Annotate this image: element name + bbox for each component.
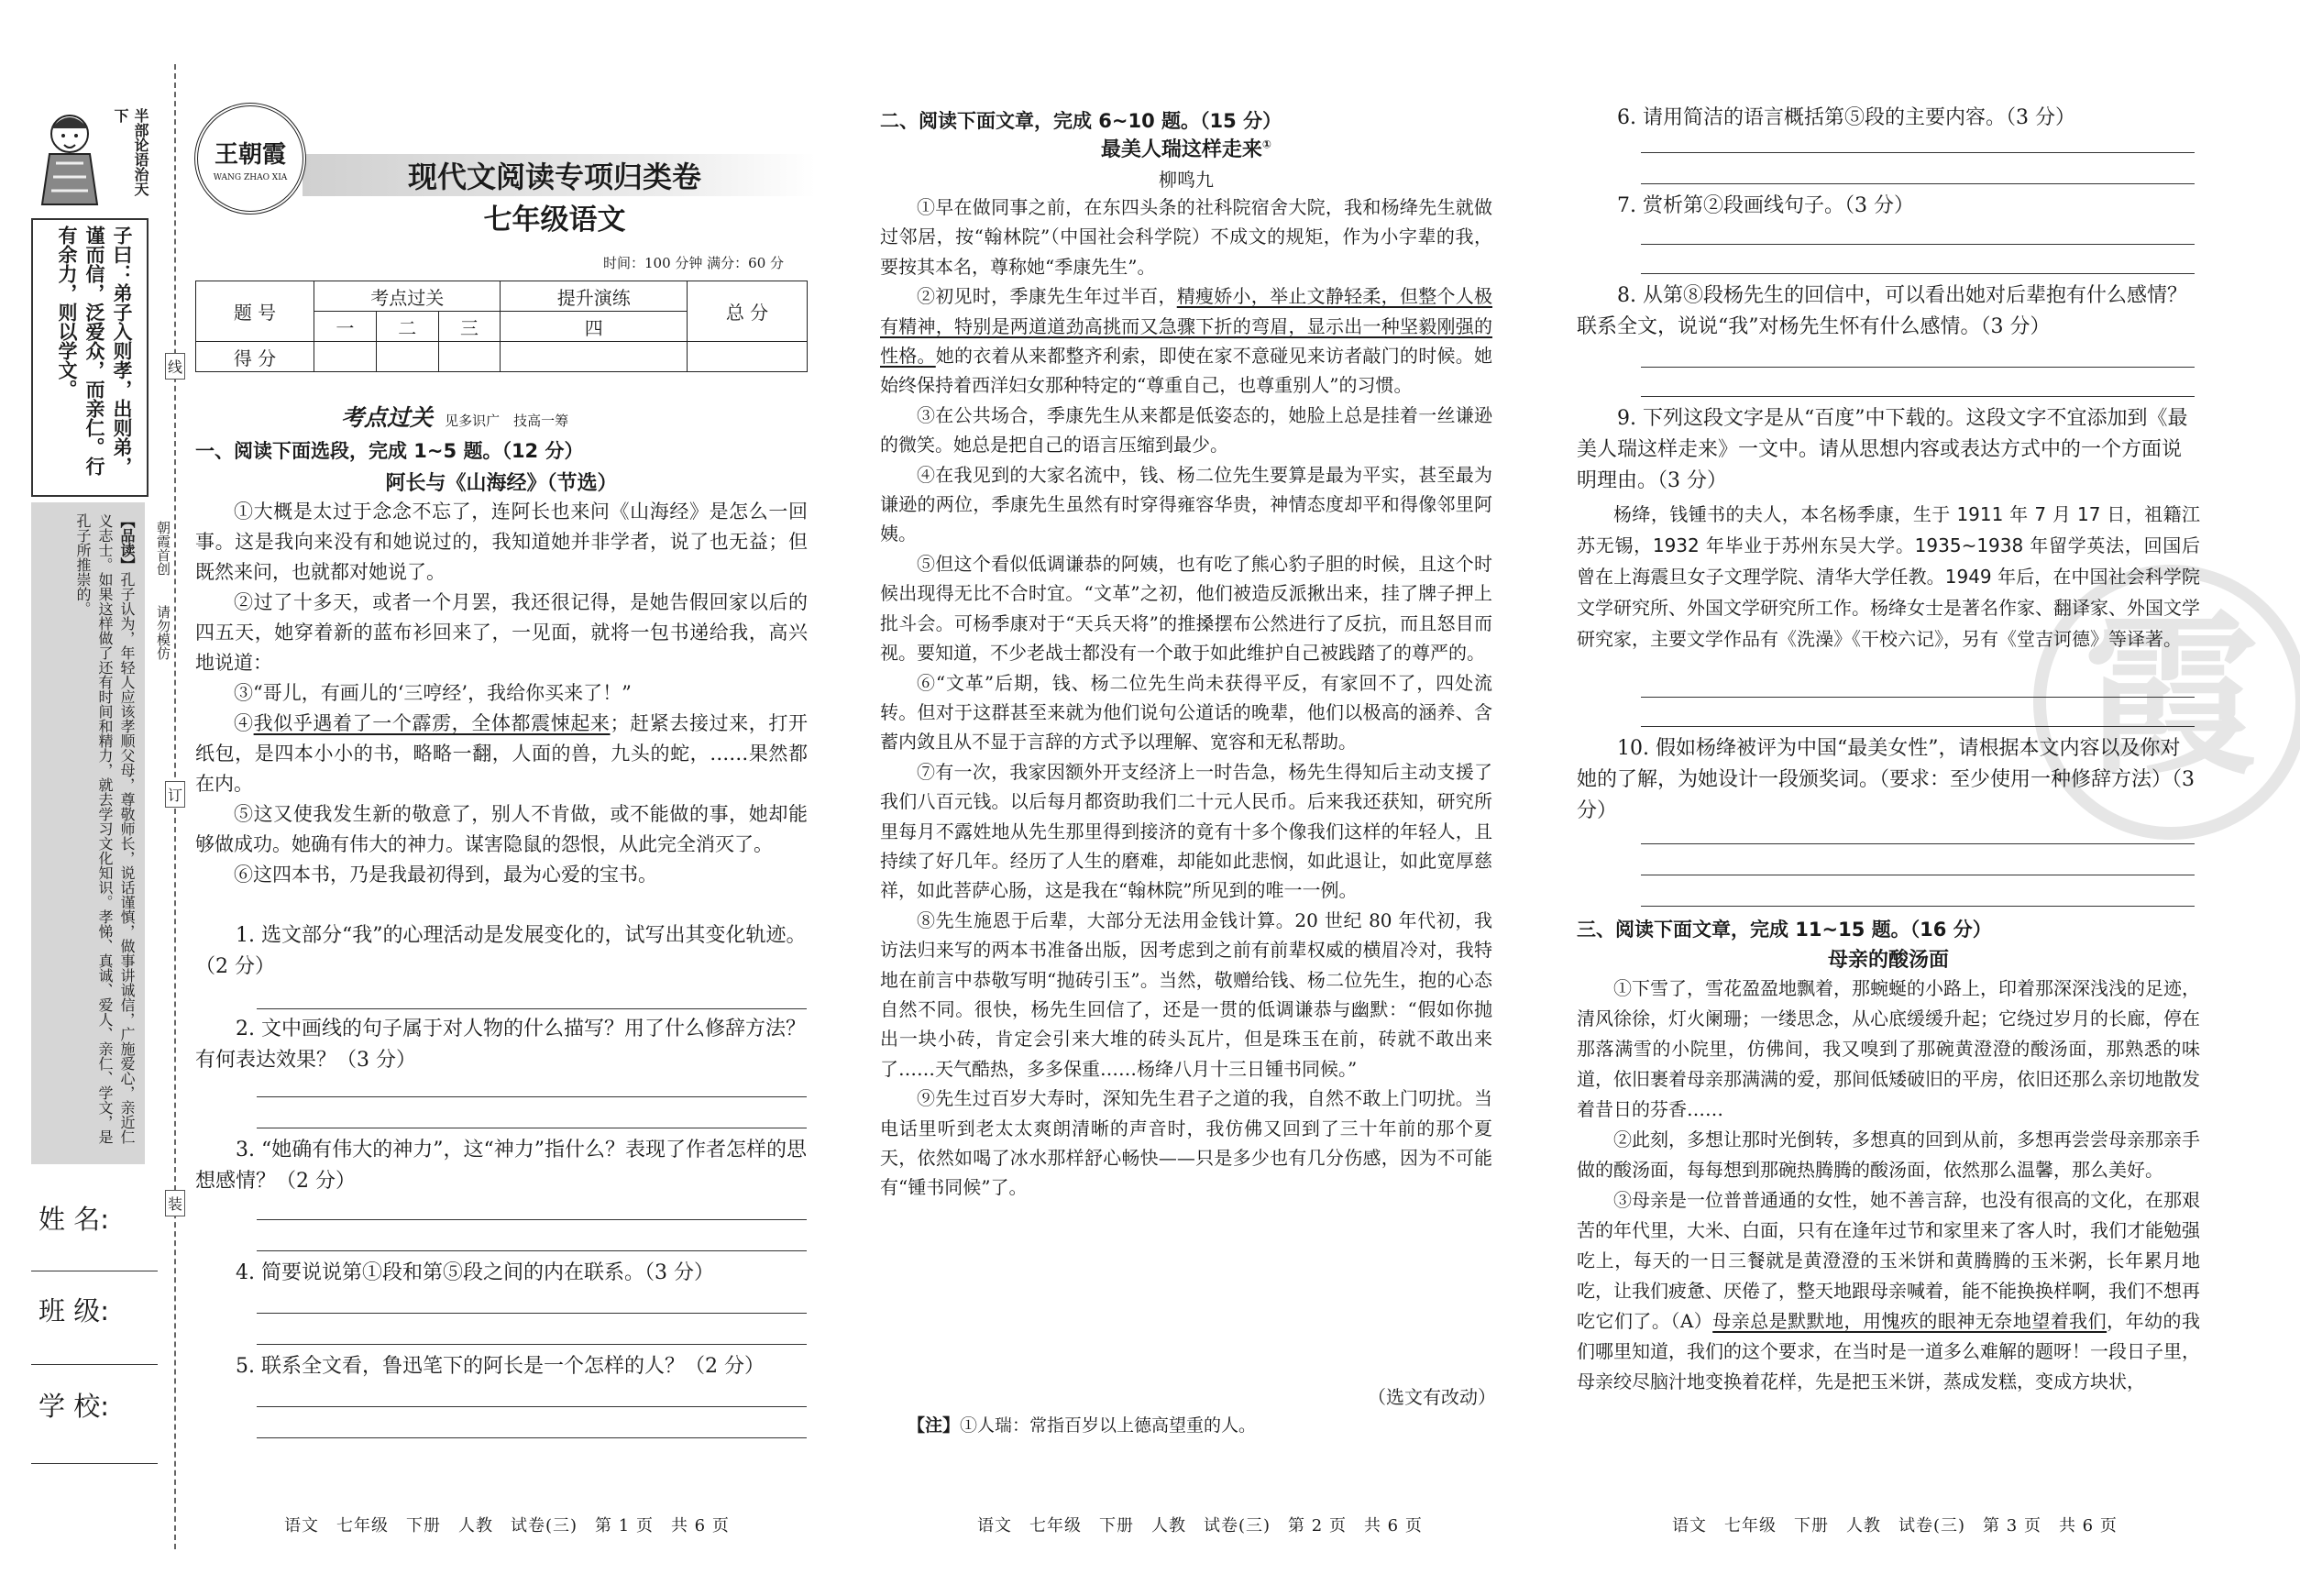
score-cell-total[interactable] — [688, 342, 808, 372]
pindu-label: 【品读】 — [118, 513, 136, 572]
seal-no-copy: 请勿模仿 — [155, 605, 171, 660]
banner-subtitle: 见多识广 技高一筹 — [445, 413, 569, 429]
passage-1 — [195, 497, 808, 890]
score-table — [195, 281, 808, 372]
score-col-2: 二 — [376, 312, 438, 342]
exam-subtitle: 七年级语文 — [483, 204, 626, 237]
score-cell-3[interactable] — [438, 342, 501, 372]
name-label: 姓 名: — [39, 1204, 109, 1235]
answer-line-5a[interactable] — [257, 1406, 807, 1407]
question-3: 3. “她确有伟大的神力”，这“神力”指什么？表现了作者怎样的思想感情？（2 分） — [195, 1139, 807, 1193]
class-label: 班 级: — [39, 1295, 109, 1326]
passage-2 — [880, 193, 1492, 1203]
p2-para-3: ③在公共场合，季康先生从来都是低姿态的，她脸上总是挂着一丝谦逊的微笑。她总是把自己的语言压缩到最少。 — [880, 403, 1492, 457]
passage-3 — [1577, 974, 2200, 1397]
passage-2-title-note: ① — [1261, 138, 1272, 151]
question-1: 1. 选文部分“我”的心理活动是发展变化的，试写出其变化轨迹。（2 分） — [195, 924, 807, 978]
answer-line-5b[interactable] — [257, 1437, 807, 1438]
p2-para-7: ⑦有一次，我家因额外开支经济上一时告急，杨先生得知后主动支援了我们八百元钱。以后每月都资助我们二十元人民币。后来我还获知，研究所里每月不露姓地从先生那里得到接济的竟有十多个像我们这样的年轻人，且持续了好几年。经历了人生的磨难，却能如此悲悯，如此退让，如此宽厚慈祥，如此菩萨心肠，这是我在“翰林院”所见到的唯一一例。 — [880, 760, 1492, 902]
analects-quote: 子曰：弟子入则孝，出则弟，谨而信，泛爱众，而亲仁。行有余力，则以学文。 — [56, 226, 133, 476]
section-3-heading: 三、阅读下面文章，完成 11~15 题。（16 分） — [1577, 919, 1992, 941]
question-4: 4. 简要说说第①段和第⑤段之间的内在联系。（3 分） — [236, 1261, 714, 1284]
question-6: 6. 请用简洁的语言概括第⑤段的主要内容。（3 分） — [1617, 106, 2075, 129]
logo-subtext: WANG ZHAO XIA — [213, 173, 288, 182]
p3-para-3-rest: ，年幼的我们哪里知道，我们的这个要求，在当时是一道多么难解的题呀！一段日子里，母亲绞尽脑汁地变换着花样，先是把玉米饼，蒸成发糕，变成方块状， — [1577, 1310, 2201, 1392]
answer-line-10c[interactable] — [1641, 906, 2195, 907]
score-row-label: 得 分 — [196, 342, 314, 372]
logo — [194, 103, 306, 215]
confucius-illustration — [33, 108, 106, 209]
watermark-char: 霞 — [2083, 594, 2258, 798]
answer-line-1[interactable] — [257, 1008, 807, 1009]
class-field[interactable] — [31, 1364, 158, 1365]
footer-page-2: 语文 七年级 下册 人教 试卷(三) 第 2 页 共 6 页 — [977, 1516, 1423, 1535]
score-cell-2[interactable] — [376, 342, 438, 372]
score-col-4: 四 — [501, 312, 688, 342]
p2-underlined-sentence: 精瘦娇小，举止文静轻柔，但整个人极有精神，特别是两道道劲高挑而又急骤下折的弯眉，显示出一种坚毅刚强的性格。 — [880, 285, 1493, 368]
answer-line-9a[interactable] — [1641, 697, 2195, 698]
pindu-body: 孔子认为，年轻人应该孝顺父母，尊敬师长，说话谨慎，做事讲诚信，广施爱心，亲近仁义志士。如果这样做了还有时间和精力，就去学习文化知识。孝悌、真诚、爱人、亲仁、学文，是孔子所推崇的。 — [74, 513, 136, 1144]
p3-para-1: ①下雪了，雪花盈盈地飘着，那蜿蜒的小路上，印着那深深浅浅的足迹，清风徐徐，灯火阑珊；一缕思念，从心底缓缓升起；它绕过岁月的长廊，停在那落满雪的小院里，仿佛间，我又嗅到了那碗黄澄澄的酸汤面，那熟悉的味道，依旧裹着母亲那满满的爱，那间低矮破旧的平房，依旧还那么亲切地散发着昔日的芬香…… — [1577, 977, 2200, 1120]
question-8: 8. 从第⑧段杨先生的回信中，可以看出她对后辈抱有什么感情？联系全文，说说“我”对杨先生怀有什么感情。（3 分） — [1577, 284, 2187, 338]
section-banner — [341, 400, 568, 433]
logo-text: 王朝霞 — [214, 141, 286, 169]
banner-title: 考点过关 — [341, 404, 434, 431]
score-header-total: 总 分 — [688, 281, 808, 342]
p1-para-2: ②过了十多天，或者一个月罢，我还很记得，是她告假回家以后的四五天，她穿着新的蓝布衫回来了，一见面，就将一包书递给我，高兴地说道： — [195, 591, 808, 674]
score-col-1: 一 — [314, 312, 377, 342]
footer-page-3: 语文 七年级 下册 人教 试卷(三) 第 3 页 共 6 页 — [1672, 1516, 2118, 1535]
answer-line-9b[interactable] — [1641, 726, 2195, 727]
p3-para-3 — [1577, 1185, 2200, 1397]
section-1-heading: 一、阅读下面选段，完成 1~5 题。（12 分） — [195, 440, 584, 462]
p2-para-8: ⑧先生施恩于后辈，大部分无法用金钱计算。20 世纪 80 年代初，我访法归来写的两本书准备出版，因考虑到之前有前辈权威的横眉冷对，我特地在前言中恭敬写明“抛砖引玉”。当然，敬赠给钱、杨二位先生，抱的心态自然不同。很快，杨先生回信了，还是一贯的低调谦恭与幽默：“假如你抛出一块小砖，肯定会引来大堆的砖头瓦片，但是珠玉在前，砖就不敢出来了……天气酷热，多多保重……杨绛八月十三日锺书同候。” — [880, 908, 1492, 1080]
p2-para-2-rest: 她的衣着从来都整齐利索，即使在家不意碰见来访者敲门的时候。她始终保持着西洋妇女那种特定的“尊重自己，也尊重别人”的习惯。 — [880, 345, 1492, 397]
p3-para-2: ②此刻，多想让那时光倒转，多想真的回到从前，多想再尝尝母亲那亲手做的酸汤面，每每想到那碗热腾腾的酸汤面，依然那么温馨，那么美好。 — [1577, 1128, 2200, 1181]
motto: 半部论语治天下 — [112, 108, 149, 196]
p1-para-3: ③“哥儿，有画儿的‘三哼经’，我给你买来了！” — [234, 682, 632, 704]
time-info: 时间：100 分钟 满分：60 分 — [603, 255, 785, 271]
binding-mark-1: 线 — [165, 353, 185, 380]
passage-2-author: 柳鸣九 — [1159, 169, 1214, 191]
pindu-text — [42, 513, 138, 1155]
footnote-label: 【注】 — [908, 1415, 961, 1436]
answer-line-6a[interactable] — [1641, 152, 2195, 153]
score-cell-1[interactable] — [314, 342, 377, 372]
answer-line-3a[interactable] — [257, 1219, 807, 1220]
question-9: 9. 下列这段文字是从“百度”中下载的。这段文字不宜添加到《最美人瑞这样走来》一文中。请从思想内容或表达方式中的一个方面说明理由。（3 分） — [1577, 407, 2188, 492]
footer-page-1: 语文 七年级 下册 人教 试卷(三) 第 1 页 共 6 页 — [284, 1516, 730, 1535]
p1-para-4-num: ④ — [234, 712, 254, 734]
p1-para-6: ⑥这四本书，乃是我最初得到，最为心爱的宝书。 — [234, 864, 657, 886]
exam-title: 现代文阅读专项归类卷 — [407, 160, 701, 194]
passage-2-source: （选文有改动） — [1368, 1386, 1496, 1408]
p2-para-1: ①早在做同事之前，在东四头条的社科院宿舍大院，我和杨绛先生就做过邻居，按“翰林院”（中国社会科学院）不成文的规矩，作为小字辈的我，要按其本名，尊称她“季康先生”。 — [880, 196, 1492, 278]
question-5: 5. 联系全文看，鲁迅笔下的阿长是一个怎样的人？（2 分） — [236, 1355, 765, 1378]
p1-para-4 — [195, 709, 808, 799]
answer-line-10a[interactable] — [1641, 843, 2195, 844]
answer-line-4b[interactable] — [257, 1344, 807, 1345]
score-header-tisheng: 提升演练 — [501, 281, 688, 312]
p2-para-9: ⑨先生过百岁大寿时，深知先生君子之道的我，自然不敢上门叨扰。当电话里听到老太太爽朗清晰的声音时，我仿佛又回到了三十年前的那个夏天，依然如喝了冰水那样舒心畅快——只是多少也有几分伤感，因为不可能有“锺书同候”了。 — [880, 1087, 1492, 1199]
question-9-excerpt: 杨绛，钱锺书的夫人，本名杨季康，生于 1911 年 7 月 17 日，祖籍江苏无锡，1932 年毕业于苏州东吴大学。1935~1938 年留学英法，回国后曾在上海震旦女子文理学院、清华大学任教。1949 年后，在中国社会科学院文学研究所、外国文学研究所工作。杨绛女士是著名作家、翻译家、外国文学研究家，主要文学作品有《洗澡》《干校六记》，另有《堂吉诃德》等译著。 — [1577, 503, 2200, 650]
answer-line-3b[interactable] — [257, 1250, 807, 1251]
school-label: 学 校: — [39, 1391, 109, 1422]
p2-para-2 — [880, 281, 1492, 401]
p1-para-1: ①大概是太过于念念不忘了，连阿长也来问《山海经》是怎么一回事。这是我向来没有和她说过的，我知道她并非学者，说了也无益；但既然来问，也就都对她说了。 — [195, 501, 808, 583]
p1-para-5: ⑤这又使我发生新的敬意了，别人不肯做，或不能做的事，她却能够做成功。她确有伟大的神力。谋害隐鼠的怨恨，从此完全消灭了。 — [195, 803, 808, 855]
score-header-item: 题 号 — [196, 281, 314, 342]
p1-underlined-sentence: 我似乎遇着了一个霹雳，全体都震悚起来 — [253, 712, 611, 734]
p3-para-3-start: ③母亲是一位普普通通的女性，她不善言辞，也没有很高的文化，在那艰苦的年代里，大米、白面，只有在逢年过节和家里来了客人时，我们才能勉强吃上，每天的一日三餐就是黄澄澄的玉米饼和黄腾腾的玉米粥，长年累月地吃，让我们疲惫、厌倦了，整天地跟母亲喊着，能不能换换样啊，我们不想再吃它们了。（A） — [1577, 1189, 2200, 1332]
answer-line-2a[interactable] — [257, 1096, 807, 1097]
answer-line-7b[interactable] — [1641, 273, 2195, 274]
school-field[interactable] — [31, 1463, 158, 1464]
p2-para-6: ⑥“文革”后期，钱、杨二位先生尚未获得平反，有家回不了，四处流转。但对于这群甚至来就为他们说句公道话的晚辈，他们以极高的涵养、含蓄内敛且从不显于言辞的方式予以理解、宽容和无私帮助。 — [880, 671, 1492, 754]
section-2-heading: 二、阅读下面文章，完成 6~10 题。（15 分） — [880, 110, 1282, 132]
answer-line-8a[interactable] — [1641, 367, 2195, 368]
p2-para-2-start: ②初见时，季康先生年过半百， — [917, 285, 1177, 308]
passage-2-footnote — [908, 1412, 1256, 1436]
passage-2-title — [880, 134, 1492, 162]
question-10: 10. 假如杨绛被评为中国“最美女性”，请根据本文内容以及你对她的了解，为她设计一段颁奖词。（要求：至少使用一种修辞方法）（3 分） — [1577, 737, 2195, 822]
p1-para-4-rest: ；赶紧去接过来，打开纸包，是四本小小的书，略略一翻，人面的兽，九头的蛇，……果然都在内。 — [195, 712, 809, 795]
seal-original: 朝霞首创 — [155, 521, 171, 576]
score-header-kaodian: 考点过关 — [314, 281, 501, 312]
answer-line-6b[interactable] — [1641, 183, 2195, 184]
passage-2-title-text: 最美人瑞这样走来 — [1100, 138, 1262, 161]
p2-para-4: ④在我见到的大家名流中，钱、杨二位先生要算是最为平实，甚至最为谦逊的两位，季康先生虽然有时穿得雍容华贵，神情态度却平和得像邻里阿姨。 — [880, 463, 1492, 545]
passage-1-title: 阿长与《山海经》（节选） — [385, 472, 618, 495]
binding-mark-3: 装 — [165, 1190, 185, 1216]
p2-para-5: ⑤但这个看似低调谦恭的阿姨，也有吃了熊心豹子胆的时候，且这个时候出现得无比不合时宜。“文革”之初，他们被造反派揪出来，挂了牌子押上批斗会。可杨季康对于“天兵天将”的推搡摆布公然进行了反抗，而且怒目而视。要知道，不少老战士都没有一个敢于如此维护自己被践踏了的尊严的。 — [880, 552, 1492, 665]
answer-line-8b[interactable] — [1641, 396, 2195, 397]
question-7: 7. 赏析第②段画线句子。（3 分） — [1617, 194, 1914, 217]
footnote-text: ①人瑞：常指百岁以上德高望重的人。 — [960, 1415, 1257, 1436]
passage-3-title: 母亲的酸汤面 — [1827, 949, 1949, 972]
score-cell-4[interactable] — [501, 342, 688, 372]
binding-mark-2: 订 — [165, 781, 185, 808]
answer-line-4a[interactable] — [257, 1313, 807, 1314]
question-2: 2. 文中画线的句子属于对人物的什么描写？用了什么修辞方法？有何表达效果？（3 分） — [195, 1018, 806, 1072]
p3-underlined-sentence: 母亲总是默默地，用愧疚的眼神无奈地望着我们 — [1712, 1310, 2107, 1332]
answer-line-7a[interactable] — [1641, 244, 2195, 245]
score-col-3: 三 — [438, 312, 501, 342]
